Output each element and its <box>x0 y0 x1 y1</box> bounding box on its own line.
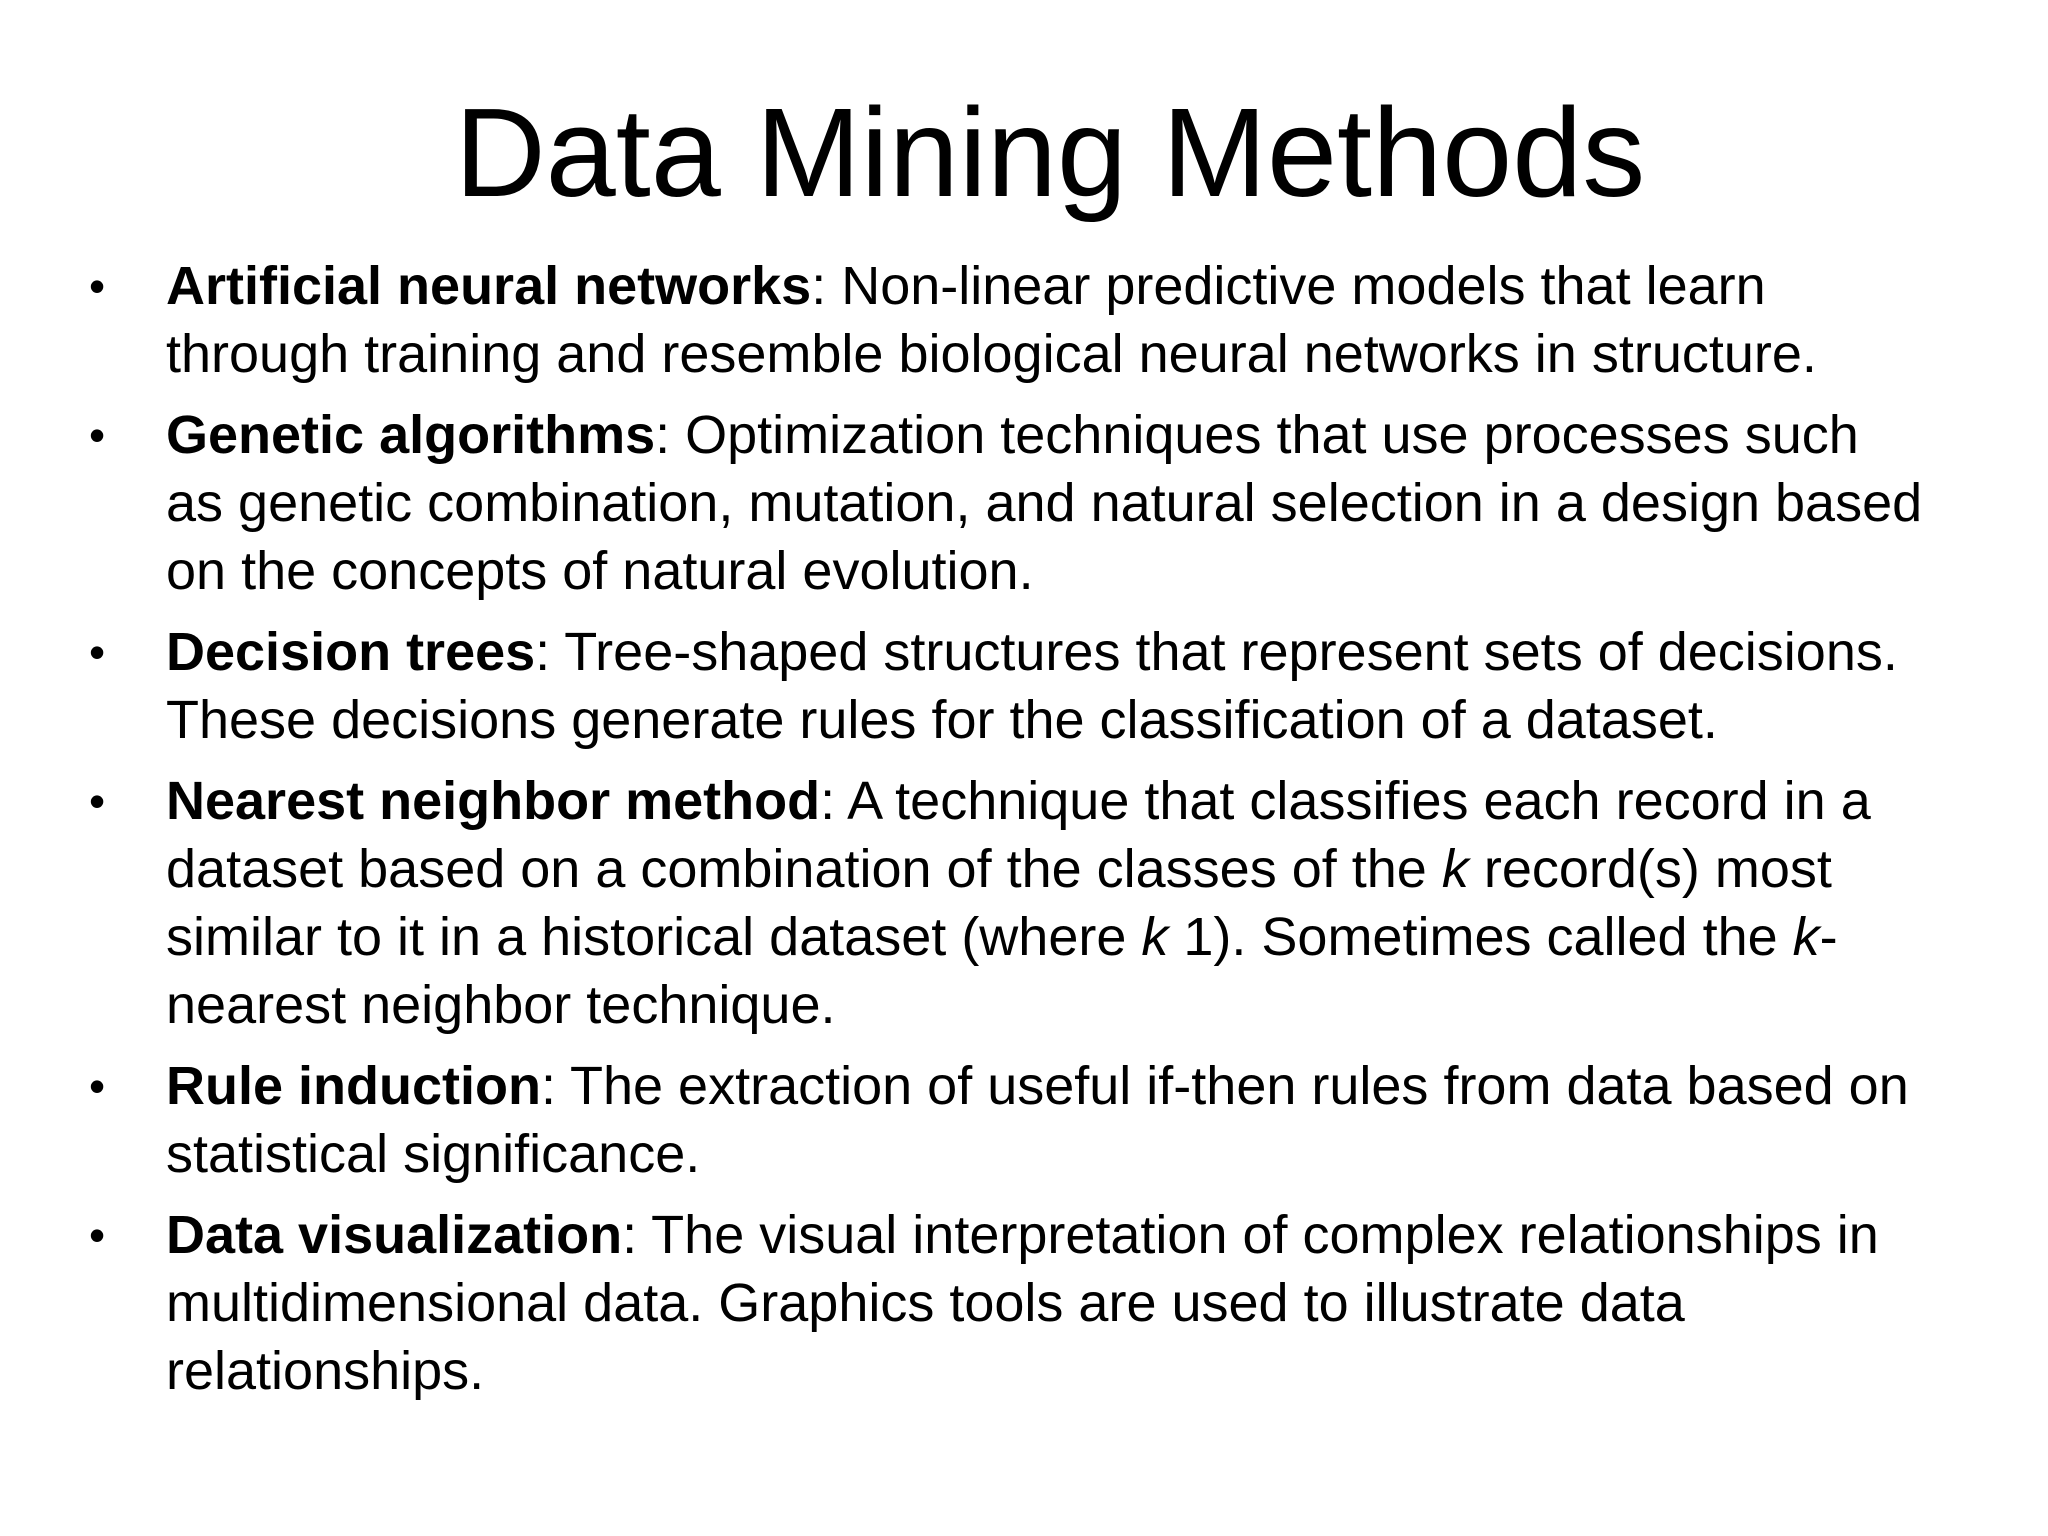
bullet-body <box>166 1201 2048 1405</box>
bullet-text: : Non-linear predictive models that learn <box>811 256 1766 316</box>
bullet-dot-icon: • <box>89 626 106 678</box>
bullet-item-nearest-neighbor-method <box>0 767 2048 1039</box>
bullet-text: - <box>1819 907 1838 967</box>
variable-k: k <box>1441 839 1469 899</box>
bullet-line <box>166 252 2048 320</box>
slide-title: Data Mining Methods <box>454 82 1646 223</box>
bullet-item-rule-induction <box>0 1052 2048 1188</box>
bullet-item-genetic-algorithms <box>0 401 2048 605</box>
bullet-line <box>166 835 2048 903</box>
bullet-item-artificial-neural-networks <box>0 252 2048 388</box>
bullet-text: : Tree-shaped structures that represent sets of decisions. <box>535 622 1898 682</box>
bullet-line: statistical significance. <box>166 1124 701 1184</box>
bullet-body <box>166 401 2048 605</box>
bullet-term: Genetic algorithms <box>166 405 656 465</box>
bullet-term: Data visualization <box>166 1205 623 1265</box>
bullet-line: on the concepts of natural evolution. <box>166 541 1034 601</box>
bullet-dot-icon: • <box>89 775 106 827</box>
bullet-text: record(s) most <box>1468 839 1832 899</box>
bullet-dot-icon: • <box>89 1209 106 1261</box>
bullet-list <box>0 252 2048 1418</box>
bullet-text: : The visual interpretation of complex relationships in <box>622 1205 1879 1265</box>
bullet-text: dataset based on a combination of the classes of the <box>166 839 1442 899</box>
bullet-line: These decisions generate rules for the classification of a dataset. <box>166 690 1718 750</box>
bullet-term: Artificial neural networks <box>166 256 812 316</box>
bullet-body <box>166 767 2048 1039</box>
bullet-line <box>166 767 2048 835</box>
bullet-line: as genetic combination, mutation, and natural selection in a design based <box>166 473 1923 533</box>
variable-k: k <box>1141 907 1169 967</box>
bullet-text: 1). Sometimes called the <box>1168 907 1793 967</box>
bullet-dot-icon: • <box>89 1060 106 1112</box>
bullet-term: Decision trees <box>166 622 536 682</box>
bullet-line: through training and resemble biological neural networks in structure. <box>166 324 1817 384</box>
bullet-text: : Optimization techniques that use processes such <box>655 405 1859 465</box>
variable-k: k <box>1792 907 1820 967</box>
bullet-body <box>166 252 2048 388</box>
bullet-line <box>166 903 2048 971</box>
bullet-line: nearest neighbor technique. <box>166 975 836 1035</box>
bullet-dot-icon: • <box>89 409 106 461</box>
bullet-dot-icon: • <box>89 260 106 312</box>
bullet-line: multidimensional data. Graphics tools are used to illustrate data <box>166 1273 1685 1333</box>
bullet-line: relationships. <box>166 1341 485 1401</box>
bullet-text: : The extraction of useful if-then rules from data based on <box>540 1056 1909 1116</box>
bullet-text: : A technique that classifies each record in a <box>820 771 1871 831</box>
bullet-item-data-visualization <box>0 1201 2048 1405</box>
bullet-line <box>166 618 2048 686</box>
bullet-line <box>166 401 2048 469</box>
bullet-line <box>166 1052 2048 1120</box>
bullet-body <box>166 1052 2048 1188</box>
bullet-term: Rule induction <box>166 1056 541 1116</box>
bullet-body <box>166 618 2048 754</box>
bullet-item-decision-trees <box>0 618 2048 754</box>
bullet-term: Nearest neighbor method <box>166 771 821 831</box>
bullet-text: similar to it in a historical dataset (where <box>166 907 1142 967</box>
bullet-line <box>166 1201 2048 1269</box>
